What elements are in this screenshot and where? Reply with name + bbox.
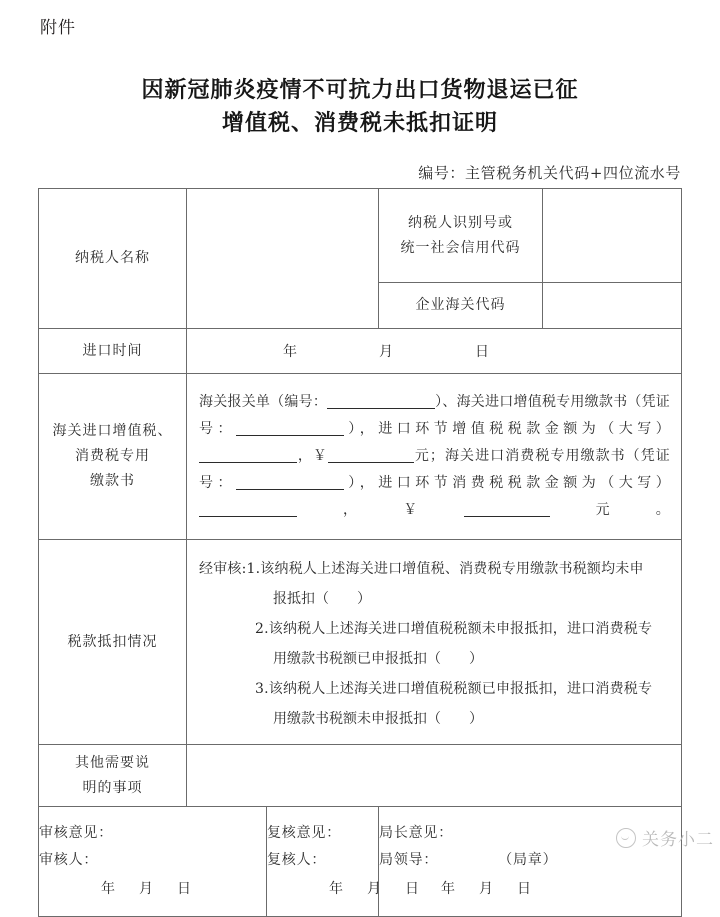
taxpayer-id-label-line2: 统一社会信用代码	[400, 239, 521, 256]
rechecker-date-line	[267, 876, 420, 903]
deduction-option-3-close: ）	[469, 711, 483, 727]
customs-certificate-text	[199, 389, 670, 524]
deduction-option-1-close: ）	[357, 591, 371, 607]
deduction-status-content[interactable]	[187, 540, 682, 745]
table-row-taxpayer	[39, 189, 682, 283]
table-row-other-matters	[39, 745, 682, 807]
import-time-value[interactable]	[187, 329, 682, 374]
cert-text-p1d: ，￥	[297, 448, 328, 464]
director-date-day: 日	[517, 881, 532, 897]
other-matters-label	[39, 745, 187, 807]
director-person-label: 局领导：	[379, 852, 439, 868]
cert-text-p1b: ）、海关进口增值税专用缴款书（凭证号：	[199, 394, 670, 437]
customs-certificate-label	[39, 374, 187, 540]
attachment-label: 附件	[40, 18, 76, 38]
signature-block-director[interactable]	[379, 807, 682, 917]
cert-blank-ct-amount-words[interactable]	[199, 516, 297, 517]
deduction-lead-label: 经审核:	[199, 561, 247, 577]
signature-block-reviewer[interactable]	[39, 807, 267, 917]
deduction-option-1[interactable]	[199, 554, 670, 614]
watermark	[616, 825, 714, 850]
cert-blank-vat-voucher-no[interactable]	[236, 435, 344, 436]
director-date-line	[379, 876, 681, 903]
table-row-deduction-status	[39, 540, 682, 745]
cert-text-p1f: ），进口环节消费税税款金额为（大写）	[344, 475, 670, 491]
deduction-option-3[interactable]	[199, 674, 670, 734]
other-matters-label-line2: 明的事项	[82, 779, 143, 796]
deduction-option-2-cont-text: 用缴款书税额已申报抵扣（	[273, 651, 441, 667]
serial-number-note: 编号：主管税务机关代码+四位流水号	[418, 164, 681, 182]
cert-blank-declaration-no[interactable]	[327, 408, 435, 409]
deduction-option-2-continuation	[255, 644, 670, 674]
taxpayer-name-label: 纳税人名称	[39, 189, 187, 329]
customs-certificate-label-line1: 海关进口增值税、	[52, 423, 173, 439]
rechecker-date-year: 年	[329, 881, 344, 897]
deduction-option-3-number: 3.	[255, 681, 269, 697]
taxpayer-id-value[interactable]	[543, 189, 682, 283]
deduction-option-3-text: 该纳税人上述海关进口增值税税额已申报抵扣，进口消费税专	[268, 681, 653, 697]
cert-text-p1g: ，￥	[297, 502, 464, 518]
taxpayer-id-label	[379, 189, 543, 283]
cert-blank-ct-amount-figures[interactable]	[464, 516, 550, 517]
customs-certificate-label-line3: 缴款书	[90, 473, 135, 489]
director-opinion-label: 局长意见：	[379, 825, 454, 841]
watermark-text: 关务小二	[642, 830, 714, 850]
cert-blank-ct-voucher-no[interactable]	[236, 489, 344, 490]
deduction-option-1-continuation	[199, 584, 670, 614]
deduction-options-list	[187, 540, 681, 744]
customs-code-value[interactable]	[543, 283, 682, 329]
table-row-import-time	[39, 329, 682, 374]
deduction-option-2[interactable]	[199, 614, 670, 674]
deduction-option-2-close: ）	[469, 651, 483, 667]
customs-certificate-label-line2: 消费税专用	[75, 448, 150, 464]
document-title-line2: 增值税、消费税未抵扣证明	[221, 111, 498, 136]
deduction-option-1-cont-text: 报抵扣（	[273, 591, 329, 607]
document-title	[0, 74, 720, 140]
taxpayer-id-label-line1: 纳税人识别号或	[408, 214, 514, 231]
cert-blank-vat-amount-words[interactable]	[199, 462, 297, 463]
import-time-date-slots	[187, 341, 681, 361]
import-time-year: 年	[283, 344, 298, 360]
other-matters-label-line1: 其他需要说	[75, 754, 150, 771]
certificate-form-table	[38, 188, 682, 917]
bureau-seal-label: （局章）	[498, 852, 558, 868]
cert-text-p1h: 元。	[549, 502, 671, 518]
reviewer-date-month: 月	[139, 881, 154, 897]
reviewer-date-year: 年	[101, 881, 116, 897]
director-date-year: 年	[441, 881, 456, 897]
rechecker-opinion-label: 复核意见：	[267, 825, 341, 841]
import-time-day: 日	[475, 344, 490, 360]
deduction-option-3-continuation	[255, 704, 670, 734]
customs-certificate-content[interactable]	[187, 374, 682, 540]
rechecker-date-day: 日	[405, 881, 420, 897]
taxpayer-name-value[interactable]	[187, 189, 379, 329]
customs-code-label: 企业海关代码	[379, 283, 543, 329]
deduction-option-2-text: 该纳税人上述海关进口增值税税额未申报抵扣，进口消费税专	[268, 621, 653, 637]
document-title-line1: 因新冠肺炎疫情不可抗力出口货物退运已征	[141, 78, 579, 103]
deduction-option-2-number: 2.	[255, 621, 269, 637]
reviewer-date-day: 日	[177, 881, 192, 897]
deduction-option-3-cont-text: 用缴款书税额未申报抵扣（	[273, 711, 441, 727]
reviewer-opinion-label: 审核意见：	[39, 825, 113, 841]
director-date-month: 月	[479, 881, 494, 897]
watermark-logo-icon	[616, 828, 636, 848]
reviewer-date-line	[39, 876, 266, 903]
rechecker-person-label: 复核人：	[267, 852, 327, 868]
import-time-label: 进口时间	[39, 329, 187, 374]
reviewer-person-label: 审核人：	[39, 852, 99, 868]
import-time-month: 月	[379, 344, 394, 360]
deduction-option-1-text: 该纳税人上述海关进口增值税、消费税专用缴款书税额均未申	[260, 561, 644, 577]
table-row-customs-certificate	[39, 374, 682, 540]
deduction-status-label: 税款抵扣情况	[39, 540, 187, 745]
cert-text-p1c: ），进口环节增值税税款金额为（大写）	[344, 421, 670, 437]
cert-blank-vat-amount-figures[interactable]	[328, 462, 414, 463]
cert-text-p1a: 海关报关单（编号：	[199, 394, 328, 410]
other-matters-value[interactable]	[187, 745, 682, 807]
deduction-option-1-number: 1.	[246, 561, 261, 577]
customs-certificate-paragraph	[187, 377, 681, 536]
rechecker-date-month: 月	[367, 881, 382, 897]
director-person-line	[379, 847, 681, 874]
cert-text-p1e: 元；海关进口消费税专用缴款书（凭证号：	[199, 448, 671, 491]
table-row-signatures	[39, 807, 682, 917]
